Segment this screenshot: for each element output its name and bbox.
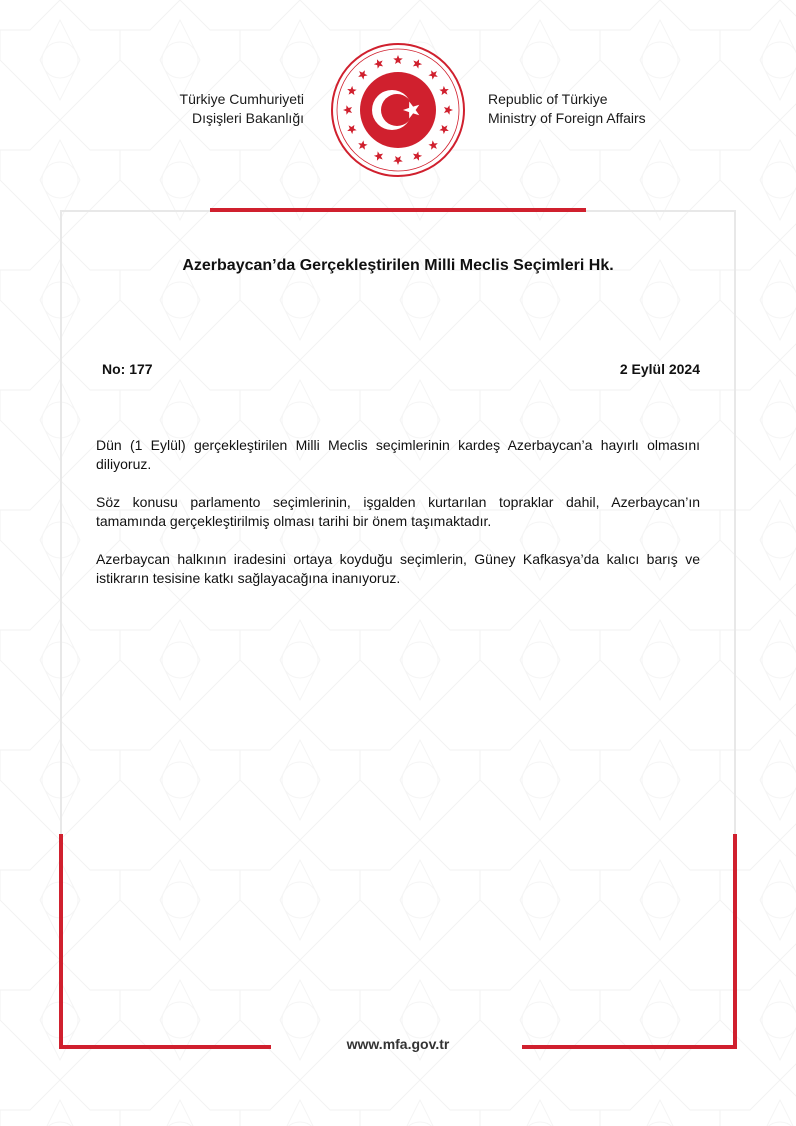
frame-left-red-accent [59, 834, 63, 1048]
document-body [96, 436, 700, 607]
header-en-line2: Ministry of Foreign Affairs [488, 110, 646, 126]
header-institution-tr [150, 90, 304, 128]
document-number: No: 177 [102, 361, 153, 377]
header-institution-en [488, 90, 688, 128]
ministry-emblem-icon [328, 40, 468, 180]
header-tr-line2: Dışişleri Bakanlığı [191, 110, 304, 126]
frame-right-red-accent [733, 834, 737, 1048]
frame-top-red-accent [210, 208, 586, 212]
footer-website-link[interactable]: www.mfa.gov.tr [346, 1036, 450, 1052]
body-paragraph-3: Azerbaycan halkının iradesini ortaya koyduğu seçimlerin, Güney Kafkasya’da kalıcı barış ve istikrarın tesisine katkı sağlayacağına inanıyoruz. [96, 551, 700, 586]
header-tr-line1: Türkiye Cumhuriyeti [179, 91, 304, 107]
document-title: Azerbaycan’da Gerçekleştirilen Milli Meclis Seçimleri Hk. [182, 257, 614, 274]
header-en-line1: Republic of Türkiye [488, 91, 608, 107]
body-paragraph-2: Söz konusu parlamento seçimlerinin, işgalden kurtarılan topraklar dahil, Azerbaycan’ın tamamında gerçekleştirilmiş olması tarihi bir önem taşımaktadır. [96, 494, 700, 529]
frame-bottom-right-red [522, 1045, 737, 1049]
body-paragraph-1: Dün (1 Eylül) gerçekleştirilen Milli Meclis seçimlerinin kardeş Azerbaycan’a hayırlı olmasını diliyoruz. [96, 437, 700, 472]
frame-bottom-left-red [59, 1045, 271, 1049]
document-date: 2 Eylül 2024 [619, 361, 700, 377]
